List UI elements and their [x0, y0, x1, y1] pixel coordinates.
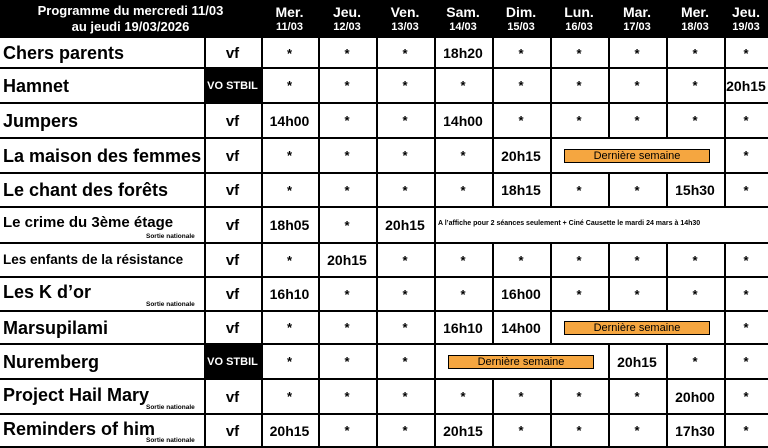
- no-screening-mark: *: [634, 423, 640, 438]
- no-screening-mark: *: [402, 320, 408, 335]
- no-screening-mark: *: [743, 113, 749, 128]
- film-title: Le crime du 3ème étage: [3, 214, 174, 231]
- no-screening-mark: *: [402, 45, 408, 61]
- no-screening-mark: *: [576, 113, 582, 128]
- no-screening-mark: *: [460, 389, 466, 404]
- sortie-nationale-label: Sortie nationale: [146, 404, 195, 411]
- no-screening-mark: *: [344, 423, 350, 438]
- day-date: 13/03: [391, 20, 419, 33]
- day-date: 11/03: [276, 20, 303, 33]
- programme-title: [0, 0, 261, 38]
- version-label: vf: [225, 147, 240, 165]
- showtime: 14h00: [269, 112, 310, 129]
- day-name: Mer.: [680, 3, 709, 20]
- day-name: Jeu.: [332, 3, 361, 20]
- showtime: 20h15: [385, 217, 425, 233]
- showtime: 20h00: [675, 388, 715, 405]
- no-screening-mark: *: [518, 423, 524, 438]
- no-screening-mark: *: [743, 182, 749, 198]
- day-name: Mar.: [622, 3, 651, 20]
- day-header: [492, 0, 550, 38]
- version-label: vf: [225, 286, 240, 303]
- no-screening-mark: *: [743, 252, 749, 268]
- no-screening-mark: *: [518, 389, 524, 404]
- film-title: Reminders of him: [3, 418, 156, 439]
- no-screening-mark: *: [402, 354, 408, 369]
- no-screening-mark: *: [460, 182, 466, 198]
- day-name: Jeu.: [731, 3, 760, 20]
- no-screening-mark: *: [344, 113, 350, 128]
- sortie-nationale-label: Sortie nationale: [146, 437, 195, 444]
- programme-title-line2: au jeudi 19/03/2026: [71, 19, 190, 34]
- showtime: 18h05: [269, 217, 310, 233]
- version-label: vf: [225, 422, 240, 440]
- derniere-semaine-banner: Dernière semaine: [564, 149, 710, 163]
- no-screening-mark: *: [576, 389, 582, 404]
- day-date: 14/03: [449, 20, 477, 33]
- no-screening-mark: *: [692, 45, 698, 61]
- version-label: vf: [225, 388, 240, 406]
- day-header: [376, 0, 434, 38]
- no-screening-mark: *: [743, 320, 749, 335]
- version-label: VO STBIL: [204, 345, 261, 378]
- programme-title-line1: Programme du mercredi 11/03: [37, 3, 224, 18]
- showtime: 14h00: [501, 319, 541, 336]
- no-screening-mark: *: [402, 286, 408, 302]
- day-header: [724, 0, 768, 38]
- version-label: vf: [225, 112, 240, 130]
- no-screening-mark: *: [460, 252, 466, 268]
- no-screening-mark: *: [344, 148, 350, 163]
- film-title: Nuremberg: [3, 351, 100, 372]
- film-title: Project Hail Mary: [3, 384, 150, 405]
- day-date: 17/03: [623, 20, 651, 33]
- no-screening-mark: *: [460, 148, 466, 163]
- showtime: 20h15: [443, 422, 483, 439]
- no-screening-mark: *: [743, 148, 749, 163]
- no-screening-mark: *: [286, 389, 293, 404]
- no-screening-mark: *: [402, 182, 408, 198]
- no-screening-mark: *: [576, 182, 582, 198]
- no-screening-mark: *: [402, 148, 408, 163]
- no-screening-mark: *: [344, 78, 350, 93]
- screening-note: A l’affiche pour 2 séances seulement + Ciné Causette le mardi 24 mars à 14h30: [438, 220, 701, 227]
- day-header: [608, 0, 666, 38]
- no-screening-mark: *: [344, 354, 350, 369]
- no-screening-mark: *: [692, 354, 698, 369]
- no-screening-mark: *: [344, 45, 350, 61]
- day-name: Sam.: [446, 3, 480, 20]
- film-title: Marsupilami: [3, 317, 109, 338]
- no-screening-mark: *: [743, 286, 749, 302]
- no-screening-mark: *: [460, 78, 466, 93]
- no-screening-mark: *: [344, 320, 350, 335]
- no-screening-mark: *: [576, 252, 582, 268]
- no-screening-mark: *: [460, 286, 466, 302]
- day-name: Lun.: [564, 3, 594, 20]
- version-label: vf: [225, 217, 240, 234]
- no-screening-mark: *: [692, 78, 698, 93]
- showtime: 14h00: [443, 112, 483, 129]
- showtime: 20h15: [327, 252, 367, 268]
- no-screening-mark: *: [286, 45, 293, 61]
- day-date: 18/03: [681, 20, 709, 33]
- no-screening-mark: *: [344, 182, 350, 198]
- no-screening-mark: *: [634, 389, 640, 404]
- no-screening-mark: *: [402, 389, 408, 404]
- version-label: vf: [225, 319, 240, 337]
- film-title: Les enfants de la résistance: [3, 252, 184, 267]
- showtime: 18h20: [443, 45, 483, 61]
- no-screening-mark: *: [634, 45, 640, 61]
- derniere-semaine-banner: Dernière semaine: [448, 355, 594, 369]
- no-screening-mark: *: [402, 252, 408, 268]
- day-name: Ven.: [390, 3, 420, 20]
- day-header: [666, 0, 724, 38]
- showtime: 20h15: [726, 77, 766, 94]
- no-screening-mark: *: [518, 45, 524, 61]
- film-title: Le chant des forêts: [3, 180, 169, 200]
- day-header: [550, 0, 608, 38]
- version-label: vf: [225, 45, 240, 62]
- film-title: Hamnet: [3, 75, 70, 96]
- no-screening-mark: *: [634, 78, 640, 93]
- day-date: 12/03: [333, 20, 361, 33]
- no-screening-mark: *: [576, 286, 582, 302]
- showtime: 18h15: [501, 182, 541, 198]
- showtime: 20h15: [501, 147, 541, 164]
- showtime: 16h10: [269, 286, 310, 302]
- day-name: Dim.: [505, 3, 537, 20]
- no-screening-mark: *: [344, 389, 350, 404]
- no-screening-mark: *: [518, 252, 524, 268]
- no-screening-mark: *: [576, 423, 582, 438]
- no-screening-mark: *: [286, 148, 293, 163]
- sortie-nationale-label: Sortie nationale: [146, 233, 195, 240]
- sortie-nationale-label: Sortie nationale: [146, 301, 195, 308]
- film-title: La maison des femmes: [3, 145, 202, 166]
- version-label: vf: [225, 252, 240, 269]
- no-screening-mark: *: [634, 252, 640, 268]
- no-screening-mark: *: [402, 78, 408, 93]
- film-title: Les K d’or: [3, 282, 92, 302]
- no-screening-mark: *: [286, 320, 293, 335]
- version-label: VO STBIL: [204, 69, 261, 102]
- no-screening-mark: *: [286, 182, 293, 198]
- no-screening-mark: *: [344, 286, 350, 302]
- no-screening-mark: *: [576, 45, 582, 61]
- derniere-semaine-banner: Dernière semaine: [564, 321, 710, 335]
- no-screening-mark: *: [743, 423, 749, 438]
- showtime: 20h15: [269, 422, 310, 439]
- no-screening-mark: *: [743, 354, 749, 369]
- no-screening-mark: *: [402, 423, 408, 438]
- no-screening-mark: *: [692, 113, 698, 128]
- no-screening-mark: *: [576, 78, 582, 93]
- day-date: 19/03: [732, 20, 760, 33]
- showtime: 17h30: [675, 422, 715, 439]
- no-screening-mark: *: [286, 252, 293, 268]
- no-screening-mark: *: [634, 182, 640, 198]
- film-title: Jumpers: [3, 110, 79, 131]
- showtime: 16h00: [501, 286, 541, 302]
- day-name: Mer.: [275, 3, 304, 20]
- no-screening-mark: *: [634, 113, 640, 128]
- no-screening-mark: *: [286, 354, 293, 369]
- showtime: 16h10: [443, 319, 483, 336]
- showtime: 20h15: [617, 353, 657, 370]
- no-screening-mark: *: [344, 217, 350, 233]
- no-screening-mark: *: [518, 113, 524, 128]
- day-header: [318, 0, 376, 38]
- no-screening-mark: *: [692, 252, 698, 268]
- no-screening-mark: *: [743, 389, 749, 404]
- showtime: 15h30: [675, 182, 715, 198]
- day-date: 16/03: [565, 20, 593, 33]
- no-screening-mark: *: [518, 78, 524, 93]
- no-screening-mark: *: [692, 286, 698, 302]
- day-date: 15/03: [507, 20, 535, 33]
- version-label: vf: [225, 182, 240, 199]
- film-title: Chers parents: [3, 43, 125, 63]
- day-header: [434, 0, 492, 38]
- day-header: [261, 0, 318, 38]
- no-screening-mark: *: [634, 286, 640, 302]
- no-screening-mark: *: [286, 78, 293, 93]
- no-screening-mark: *: [402, 113, 408, 128]
- no-screening-mark: *: [743, 45, 749, 61]
